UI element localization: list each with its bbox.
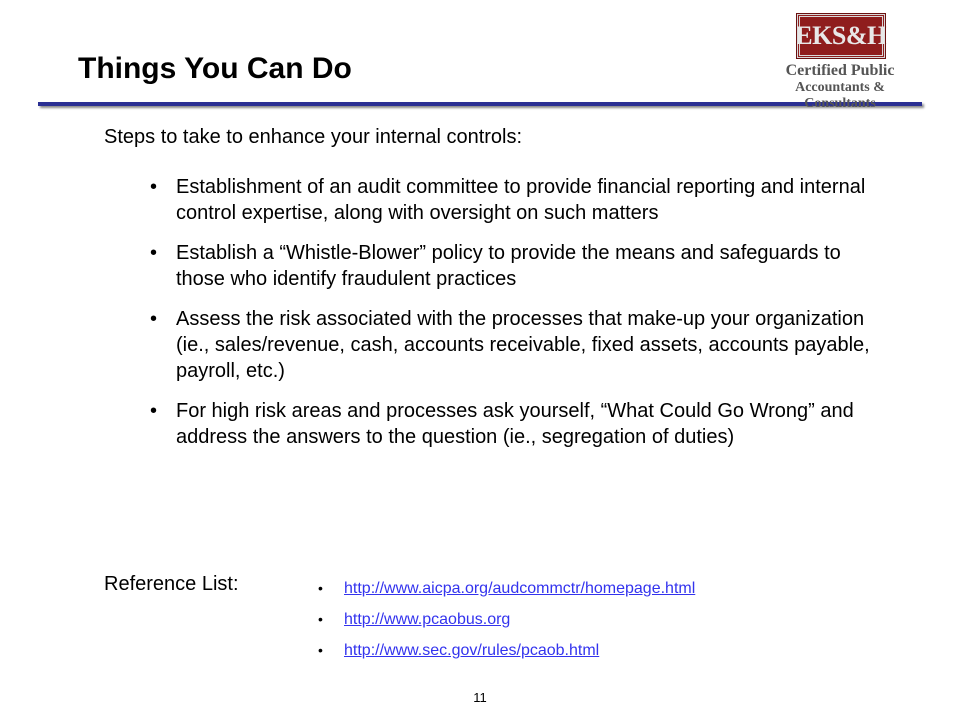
- reference-link-sec[interactable]: http://www.sec.gov/rules/pcaob.html: [344, 642, 600, 659]
- step-text: For high risk areas and processes ask yourself, “What Could Go Wrong” and address the answers to the question (ie., segregation of duties): [176, 400, 854, 448]
- list-item: [150, 240, 870, 292]
- slide-title: Things You Can Do: [78, 52, 352, 85]
- list-item: [150, 174, 870, 226]
- reference-list: [316, 580, 695, 673]
- logo-tagline-2: Accountants & Consultants: [795, 80, 885, 111]
- bullet-icon: •: [150, 308, 158, 330]
- bullet-icon: •: [318, 611, 323, 627]
- list-item: [150, 306, 870, 384]
- list-item: [316, 580, 695, 611]
- intro-text: Steps to take to enhance your internal controls:: [104, 126, 523, 148]
- bullet-icon: •: [318, 580, 323, 596]
- logo-tagline-1: Certified Public: [785, 62, 895, 79]
- reference-link-aicpa[interactable]: http://www.aicpa.org/audcommctr/homepage.html: [344, 580, 696, 597]
- bullet-icon: •: [150, 176, 158, 198]
- bullet-icon: •: [150, 242, 158, 264]
- reference-list-label: Reference List:: [104, 573, 239, 595]
- steps-list: [150, 174, 870, 464]
- step-text: Assess the risk associated with the processes that make-up your organization (ie., sales/revenue, cash, accounts receivable, fixed assets, accounts payable, payroll, etc.): [176, 308, 870, 382]
- bullet-icon: •: [318, 642, 323, 658]
- list-item: [316, 611, 695, 642]
- bullet-icon: •: [150, 400, 158, 422]
- page-number: 11: [473, 690, 487, 705]
- logo-mark: [797, 14, 885, 58]
- reference-link-pcaob[interactable]: http://www.pcaobus.org: [344, 611, 511, 628]
- company-logo: [765, 12, 915, 111]
- logo-mark-text: EKS&H: [795, 21, 887, 50]
- step-text: Establishment of an audit committee to provide financial reporting and internal control expertise, along with oversight on such matters: [176, 176, 866, 224]
- list-item: [316, 642, 695, 673]
- step-text: Establish a “Whistle-Blower” policy to provide the means and safeguards to those who identify fraudulent practices: [176, 242, 841, 290]
- list-item: [150, 398, 870, 450]
